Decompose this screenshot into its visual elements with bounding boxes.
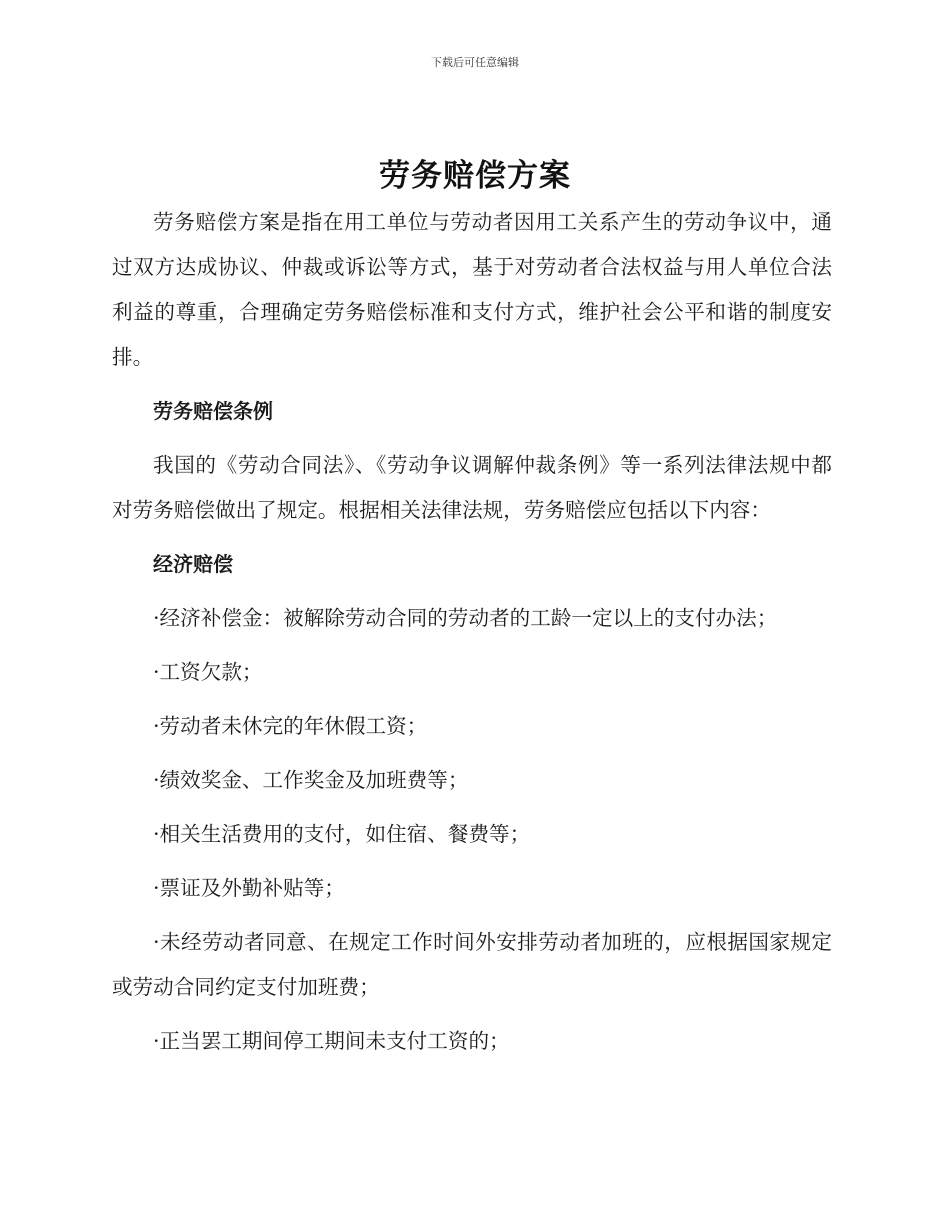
list-item: ·相关生活费用的支付，如住宿、餐费等； (153, 822, 531, 846)
list-item: ·劳动者未休完的年休假工资； (153, 714, 428, 738)
section-heading-regulations: 劳务赔偿条例 (153, 399, 273, 423)
list-item: ·未经劳动者同意、在规定工作时间外安排劳动者加班的，应根据国家规定或劳动合同约定支付加班费； (112, 930, 832, 999)
list-item: ·绩效奖金、工作奖金及加班费等； (153, 768, 469, 792)
list-item: ·票证及外勤补贴等； (153, 876, 345, 900)
document-title: 劳务赔偿方案 (379, 158, 571, 194)
section-heading-economic-compensation: 经济赔偿 (153, 552, 233, 576)
list-item: ·工资欠款； (153, 660, 263, 684)
header-note: 下载后可任意编辑 (431, 56, 519, 69)
list-item: ·正当罢工期间停工期间未支付工资的； (153, 1029, 510, 1053)
intro-paragraph: 劳务赔偿方案是指在用工单位与劳动者因用工关系产生的劳动争议中，通过双方达成协议、仲裁或诉讼等方式，基于对劳动者合法权益与用人单位合法利益的尊重，合理确定劳务赔偿标准和支付方式，维护社会公平和谐的制度安排。 (112, 210, 832, 369)
document-body (112, 200, 832, 1064)
regulations-paragraph: 我国的《劳动合同法》、《劳动争议调解仲裁条例》等一系列法律法规中都对劳务赔偿做出了规定。根据相关法律法规，劳务赔偿应包括以下内容： (112, 453, 832, 522)
list-item: ·经济补偿金：被解除劳动合同的劳动者的工龄一定以上的支付办法； (153, 606, 778, 630)
compensation-list (112, 596, 832, 1064)
